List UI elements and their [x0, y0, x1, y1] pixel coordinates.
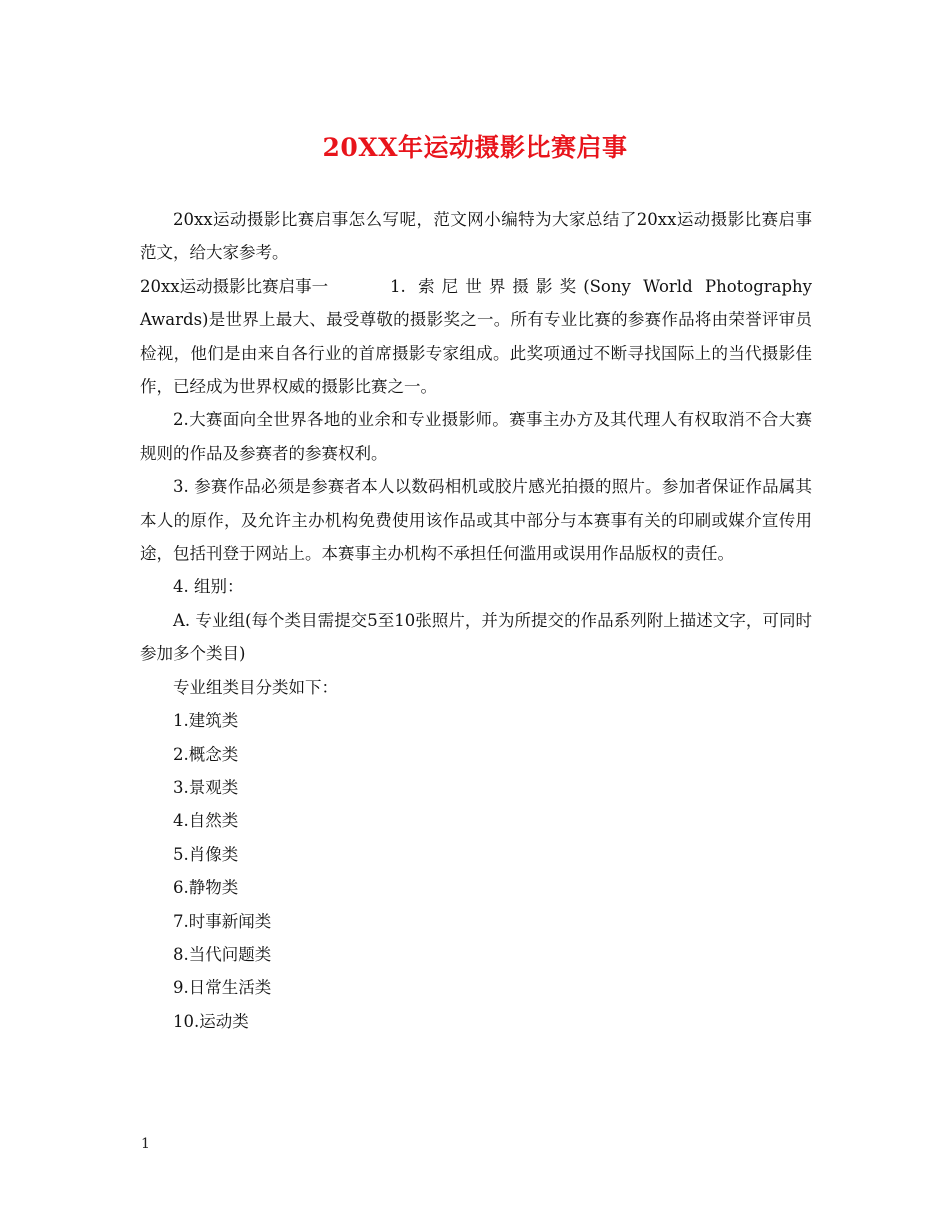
category-item: 4.自然类 [173, 811, 239, 831]
section-heading: 20xx运动摄影比赛启事一 [140, 276, 329, 296]
item-3-paragraph: 3. 参赛作品必须是参赛者本人以数码相机或胶片感光拍摄的照片。参加者保证作品属其本人的原作，及允许主办机构免费使用该作品或其中部分与本赛事有关的印刷或媒介宣传用途，包括刊登于网站上。本赛事主办机构不承担任何滥用或误用作品版权的责任。 [140, 477, 812, 564]
item-2-paragraph: 2.大赛面向全世界各地的业余和专业摄影师。赛事主办方及其代理人有权取消不合大赛规则的作品及参赛者的参赛权利。 [140, 410, 812, 463]
category-item: 10.运动类 [173, 1011, 249, 1031]
page-number: 1 [141, 1136, 150, 1152]
category-item: 9.日常生活类 [173, 978, 272, 998]
category-item: 7.时事新闻类 [173, 911, 272, 931]
intro-paragraph: 20xx运动摄影比赛启事怎么写呢，范文网小编特为大家总结了20xx运动摄影比赛启事范文，给大家参考。 [140, 210, 812, 263]
category-item: 1.建筑类 [173, 711, 239, 731]
category-item: 2.概念类 [173, 744, 239, 764]
document-body [140, 203, 812, 1038]
group-a-paragraph: A. 专业组(每个类目需提交5至10张照片，并为所提交的作品系列附上描述文字，可同时参加多个类目) [140, 610, 812, 664]
category-item: 3.景观类 [173, 777, 239, 797]
document-title: 20XX年运动摄影比赛启事 [322, 133, 628, 162]
category-item: 8.当代问题类 [173, 944, 272, 964]
categories-heading: 专业组类目分类如下： [173, 677, 338, 697]
item-1-text: 1. 索尼世界摄影奖(Sony World Photography Awards)是世界上最大、最受尊敬的摄影奖之一。所有专业比赛的参赛作品将由荣誉评审员检视，他们是由来自各行业的首席摄影专家组成。此奖项通过不断寻找国际上的当代摄影佳作，已经成为世界权威的摄影比赛之一。 [140, 276, 812, 397]
category-item: 5.肖像类 [173, 844, 239, 864]
item-1-paragraph [140, 270, 812, 404]
item-4-heading: 4. 组别： [173, 577, 244, 597]
category-item: 6.静物类 [173, 878, 239, 898]
